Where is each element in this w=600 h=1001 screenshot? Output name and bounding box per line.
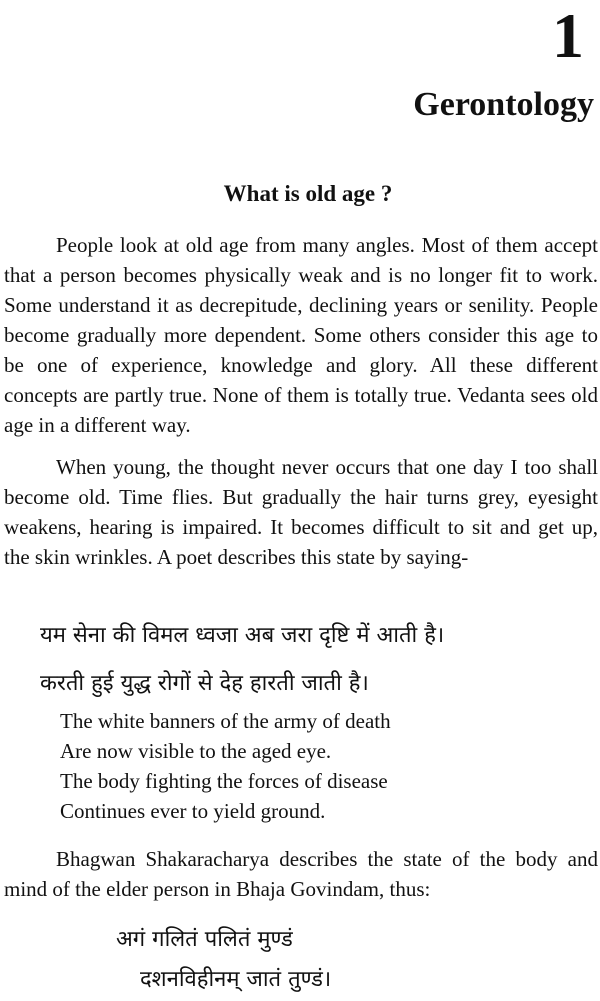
hindi-verse-line: यम सेना की विमल ध्वजा अब जरा दृष्टि में आती है। bbox=[40, 623, 445, 648]
chapter-number: 1 bbox=[552, 0, 584, 71]
paragraph-aging: When young, the thought never occurs that one day I too shall become old. Time flies. But gradually the hair turns grey, eyesight weakens, hearing is impaired. It becomes difficult to sit and get up, the skin wrinkles. A poet describes this state by saying- bbox=[4, 455, 598, 569]
hindi-verse-line: करती हुई युद्ध रोगों से देह हारती जाती है। bbox=[40, 671, 369, 696]
english-verse-line: The body fighting the forces of disease bbox=[60, 769, 388, 793]
paragraph-intro: People look at old age from many angles. Most of them accept that a person becomes physically weak and is no longer fit to work. Some understand it as decrepitude, declining years or senility. People become gradually more dependent. Some others consider this age to be one of experience, knowledge and glory. All these different concepts are partly true. None of them is totally true. Vedanta sees old age in a different way. bbox=[4, 233, 598, 437]
sanskrit-verse-line: अगं गलितं पलितं मुण्डं bbox=[116, 927, 293, 952]
english-verse-line: Continues ever to yield ground. bbox=[60, 799, 326, 823]
english-verse-line: The white banners of the army of death bbox=[60, 709, 391, 733]
section-heading: What is old age ? bbox=[223, 181, 393, 206]
chapter-title: Gerontology bbox=[413, 86, 594, 123]
english-verse bbox=[60, 706, 391, 826]
sanskrit-verse-line: दशनविहीनम् जातं तुण्डं। bbox=[140, 967, 332, 992]
english-verse-line: Are now visible to the aged eye. bbox=[60, 739, 332, 763]
paragraph-bhaja-govindam: Bhagwan Shakaracharya describes the state of the body and mind of the elder person in Bhaja Govindam, thus: bbox=[4, 847, 598, 901]
